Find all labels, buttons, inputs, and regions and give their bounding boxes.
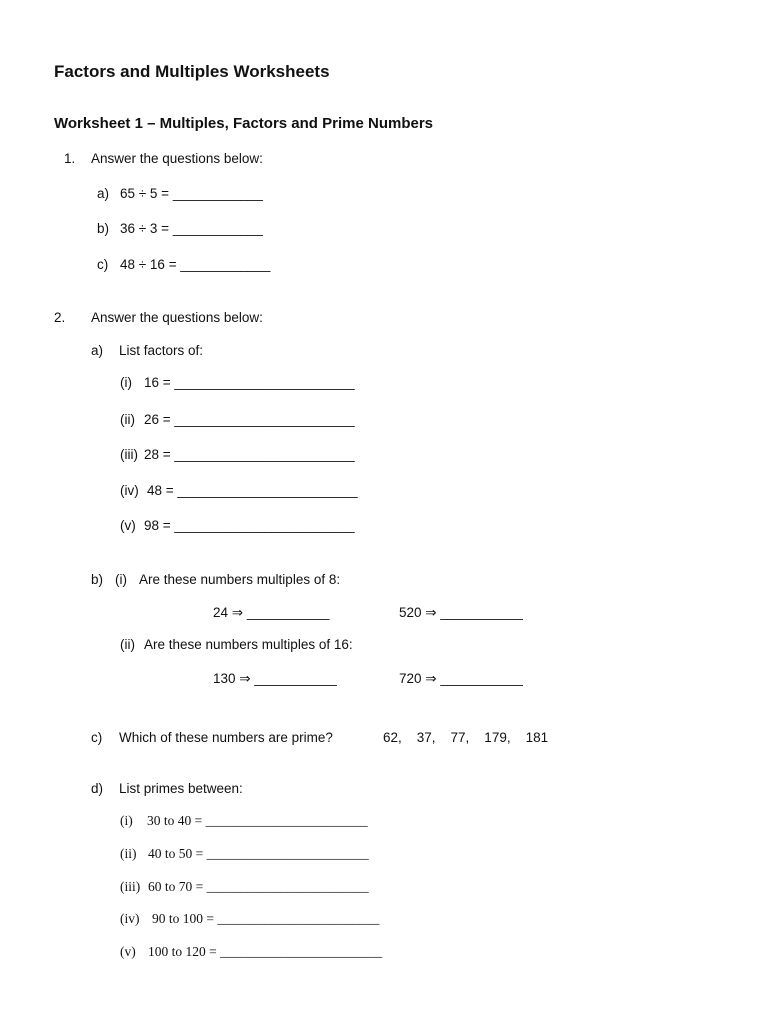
- q2b-part2-prompt: Are these numbers multiples of 16:: [144, 637, 353, 652]
- question-2-number: 2.: [54, 310, 66, 325]
- q2d-item-text: 60 to 70 = ________________________: [148, 879, 369, 894]
- q2a-item-label: (iv): [120, 483, 139, 498]
- q2c-label: c): [91, 730, 103, 745]
- q2d-item-label: (iii): [120, 879, 141, 894]
- worksheet-heading: Worksheet 1 – Multiples, Factors and Prime Numbers: [54, 115, 433, 132]
- q2a-item-text: 98 = ________________________: [144, 518, 355, 533]
- q2d-item-label: (ii): [120, 846, 137, 861]
- q2a-item-label: (i): [120, 375, 132, 390]
- q2a-label: a): [91, 343, 104, 358]
- question-1-number: 1.: [64, 151, 76, 166]
- q2d-item-text: 100 to 120 = ________________________: [148, 944, 383, 959]
- q2b-part1-prompt: Are these numbers multiples of 8:: [139, 572, 341, 587]
- q2d-item-text: 90 to 100 = ________________________: [152, 911, 380, 926]
- q1-item-label: b): [97, 221, 110, 236]
- q2b-label: b): [91, 572, 104, 587]
- q1-item-text: 65 ÷ 5 = ____________: [120, 186, 263, 201]
- q2d-item-label: (i): [120, 813, 133, 828]
- q2d-item-text: 40 to 50 = ________________________: [148, 846, 369, 861]
- q2a-item-label: (ii): [120, 412, 135, 427]
- q1-item-label: c): [97, 257, 109, 272]
- q2a-item-text: 28 = ________________________: [144, 447, 355, 462]
- q2d-item-label: (v): [120, 944, 136, 959]
- q2c-numbers: 62, 37, 77, 179, 181: [383, 730, 549, 745]
- q2d-prompt: List primes between:: [119, 781, 243, 796]
- q2d-item-text: 30 to 40 = ________________________: [147, 813, 368, 828]
- q2d-item-label: (iv): [120, 911, 140, 926]
- q2a-item-text: 16 = ________________________: [144, 375, 355, 390]
- q2b-part2-right-answer: 720 ⇒ ___________: [399, 671, 523, 686]
- q2b-part1-left-answer: 24 ⇒ ___________: [213, 605, 330, 620]
- question-2-prompt: Answer the questions below:: [91, 310, 263, 325]
- q2a-item-text: 26 = ________________________: [144, 412, 355, 427]
- page-title: Factors and Multiples Worksheets: [54, 62, 330, 81]
- q2a-item-text: 48 = ________________________: [147, 483, 358, 498]
- q1-item-text: 48 ÷ 16 = ____________: [120, 257, 271, 272]
- q2a-prompt: List factors of:: [119, 343, 204, 358]
- q2a-item-label: (iii): [120, 447, 138, 462]
- q2b-part2-label: (ii): [120, 637, 135, 652]
- q2c-prompt: Which of these numbers are prime?: [119, 730, 333, 745]
- q2b-part1-label: (i): [115, 572, 127, 587]
- q2d-label: d): [91, 781, 104, 796]
- q1-item-label: a): [97, 186, 110, 201]
- q2a-item-label: (v): [120, 518, 136, 533]
- question-1-prompt: Answer the questions below:: [91, 151, 263, 166]
- q2b-part2-left-answer: 130 ⇒ ___________: [213, 671, 337, 686]
- q1-item-text: 36 ÷ 3 = ____________: [120, 221, 263, 236]
- q2b-part1-right-answer: 520 ⇒ ___________: [399, 605, 523, 620]
